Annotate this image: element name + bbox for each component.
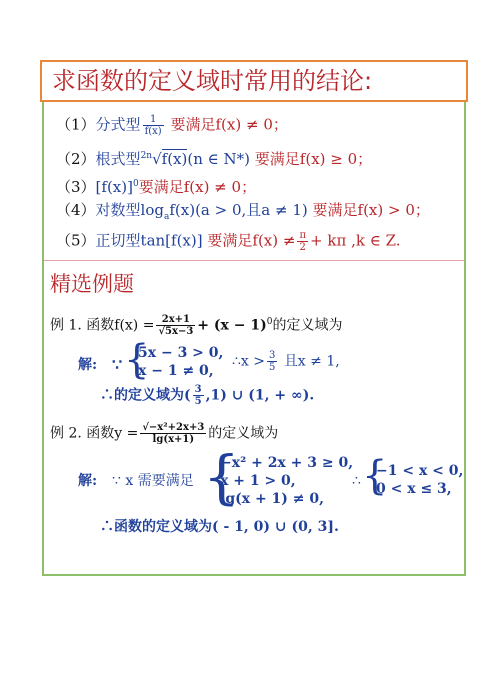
fraction-denominator: √5x−3 [158, 326, 194, 338]
answer-text: ,1) ∪ (1, + ∞). [205, 387, 315, 404]
solution-label: 解: [78, 473, 98, 489]
equation: −x² + 2x + 3 ≥ 0, [220, 455, 354, 471]
equation: x + 1 > 0, [220, 473, 296, 489]
therefore-symbol: ∴ [352, 473, 361, 489]
result [232, 350, 340, 373]
fraction [143, 114, 164, 137]
rule-tail: + kπ ,k ∈ Z. [310, 231, 401, 250]
exponent: 0 [266, 317, 273, 327]
rule-number: （4） [56, 201, 96, 219]
fraction [297, 230, 308, 253]
rule-condition: 要满足f(x) > 0； [312, 201, 430, 219]
example-1 [50, 312, 342, 337]
fraction [140, 422, 206, 445]
fraction-denominator: 5 [268, 362, 276, 373]
radical-index: 2n [140, 151, 153, 161]
solution-label: 解: [78, 357, 98, 373]
rule-body: f(x)(a > 0,且a ≠ 1) [169, 201, 308, 219]
fraction-numerator: 1 [143, 114, 164, 126]
rule-condition: 要满足f(x) ≠ 0； [138, 178, 257, 196]
rule-number: （3） [56, 178, 96, 196]
rule-3 [56, 174, 256, 197]
fraction-denominator: f(x) [144, 126, 162, 137]
condition-text: ∵ x 需要满足 [112, 473, 194, 489]
fraction [193, 384, 204, 407]
rule-name: 正切型tan[f(x)] [95, 231, 203, 250]
rule-5 [56, 230, 401, 253]
example-2 [50, 422, 278, 445]
brace: { [203, 443, 240, 511]
example-text: 函数y = [86, 425, 139, 442]
rule-condition: 要满足f(x) ≠ 0； [170, 115, 288, 134]
result: −1 < x < 0, [376, 463, 464, 479]
log-base: a [163, 212, 170, 222]
answer-text: ∴的定义域为( [100, 387, 191, 404]
brace: { [124, 337, 150, 383]
rule-number: （1） [56, 115, 96, 134]
rule-2 [56, 146, 372, 169]
example-label: 例 2. [50, 425, 82, 442]
rule-condition: 要满足f(x) ≥ 0； [254, 150, 373, 168]
fraction-numerator: 2x+1 [156, 314, 195, 326]
equation: x − 1 ≠ 0, [138, 363, 214, 379]
example-text: 的定义域为 [272, 317, 343, 334]
result-text: ∴x > [232, 353, 265, 370]
equation: 5x − 3 > 0, [138, 345, 224, 361]
example-text: + (x − 1) [197, 317, 267, 334]
rule-number: （2） [56, 150, 96, 168]
rule-name: 根式型 [95, 150, 141, 168]
rule-number: （5） [56, 231, 96, 250]
fraction-numerator: 3 [194, 384, 202, 395]
fraction-numerator: 3 [268, 350, 276, 361]
radicand: f(x) [161, 150, 188, 168]
answer [100, 384, 314, 407]
fraction-denominator: 5 [194, 396, 202, 407]
brace: { [362, 453, 388, 499]
answer: ∴函数的定义域为( - 1, 0) ∪ (0, 3]. [100, 519, 339, 535]
page-title: 求函数的定义域时常用的结论: [40, 60, 468, 102]
rule-condition: 要满足f(x) ≠ [207, 231, 296, 250]
fraction-numerator: √−x²+2x+3 [142, 422, 205, 433]
fraction-denominator: lg(x+1) [152, 434, 195, 445]
example-label: 例 1. [50, 317, 82, 334]
rule-name: [f(x)] [95, 178, 133, 196]
fraction-numerator: π [299, 230, 307, 241]
fraction [156, 314, 195, 337]
example-text: 函数f(x) = [86, 317, 155, 334]
rule-extra: (n ∈ N*) [187, 150, 251, 168]
fraction-denominator: 2 [299, 242, 306, 253]
fraction [267, 350, 277, 373]
rule-1 [56, 114, 288, 137]
example-text: 的定义域为 [208, 425, 279, 442]
divider [44, 260, 464, 261]
result-text: 且x ≠ 1, [283, 353, 340, 370]
because-symbol: ∵ [112, 355, 123, 374]
equation: lg(x + 1) ≠ 0, [220, 491, 325, 507]
rule-name: 分式型 [95, 115, 141, 134]
section-title: 精选例题 [50, 272, 134, 296]
exponent: 0 [132, 179, 139, 189]
rule-name: 对数型log [95, 201, 164, 219]
rule-4 [56, 200, 430, 227]
result: 0 < x ≤ 3, [376, 481, 452, 497]
radical-sign: √f(x) [152, 150, 188, 168]
